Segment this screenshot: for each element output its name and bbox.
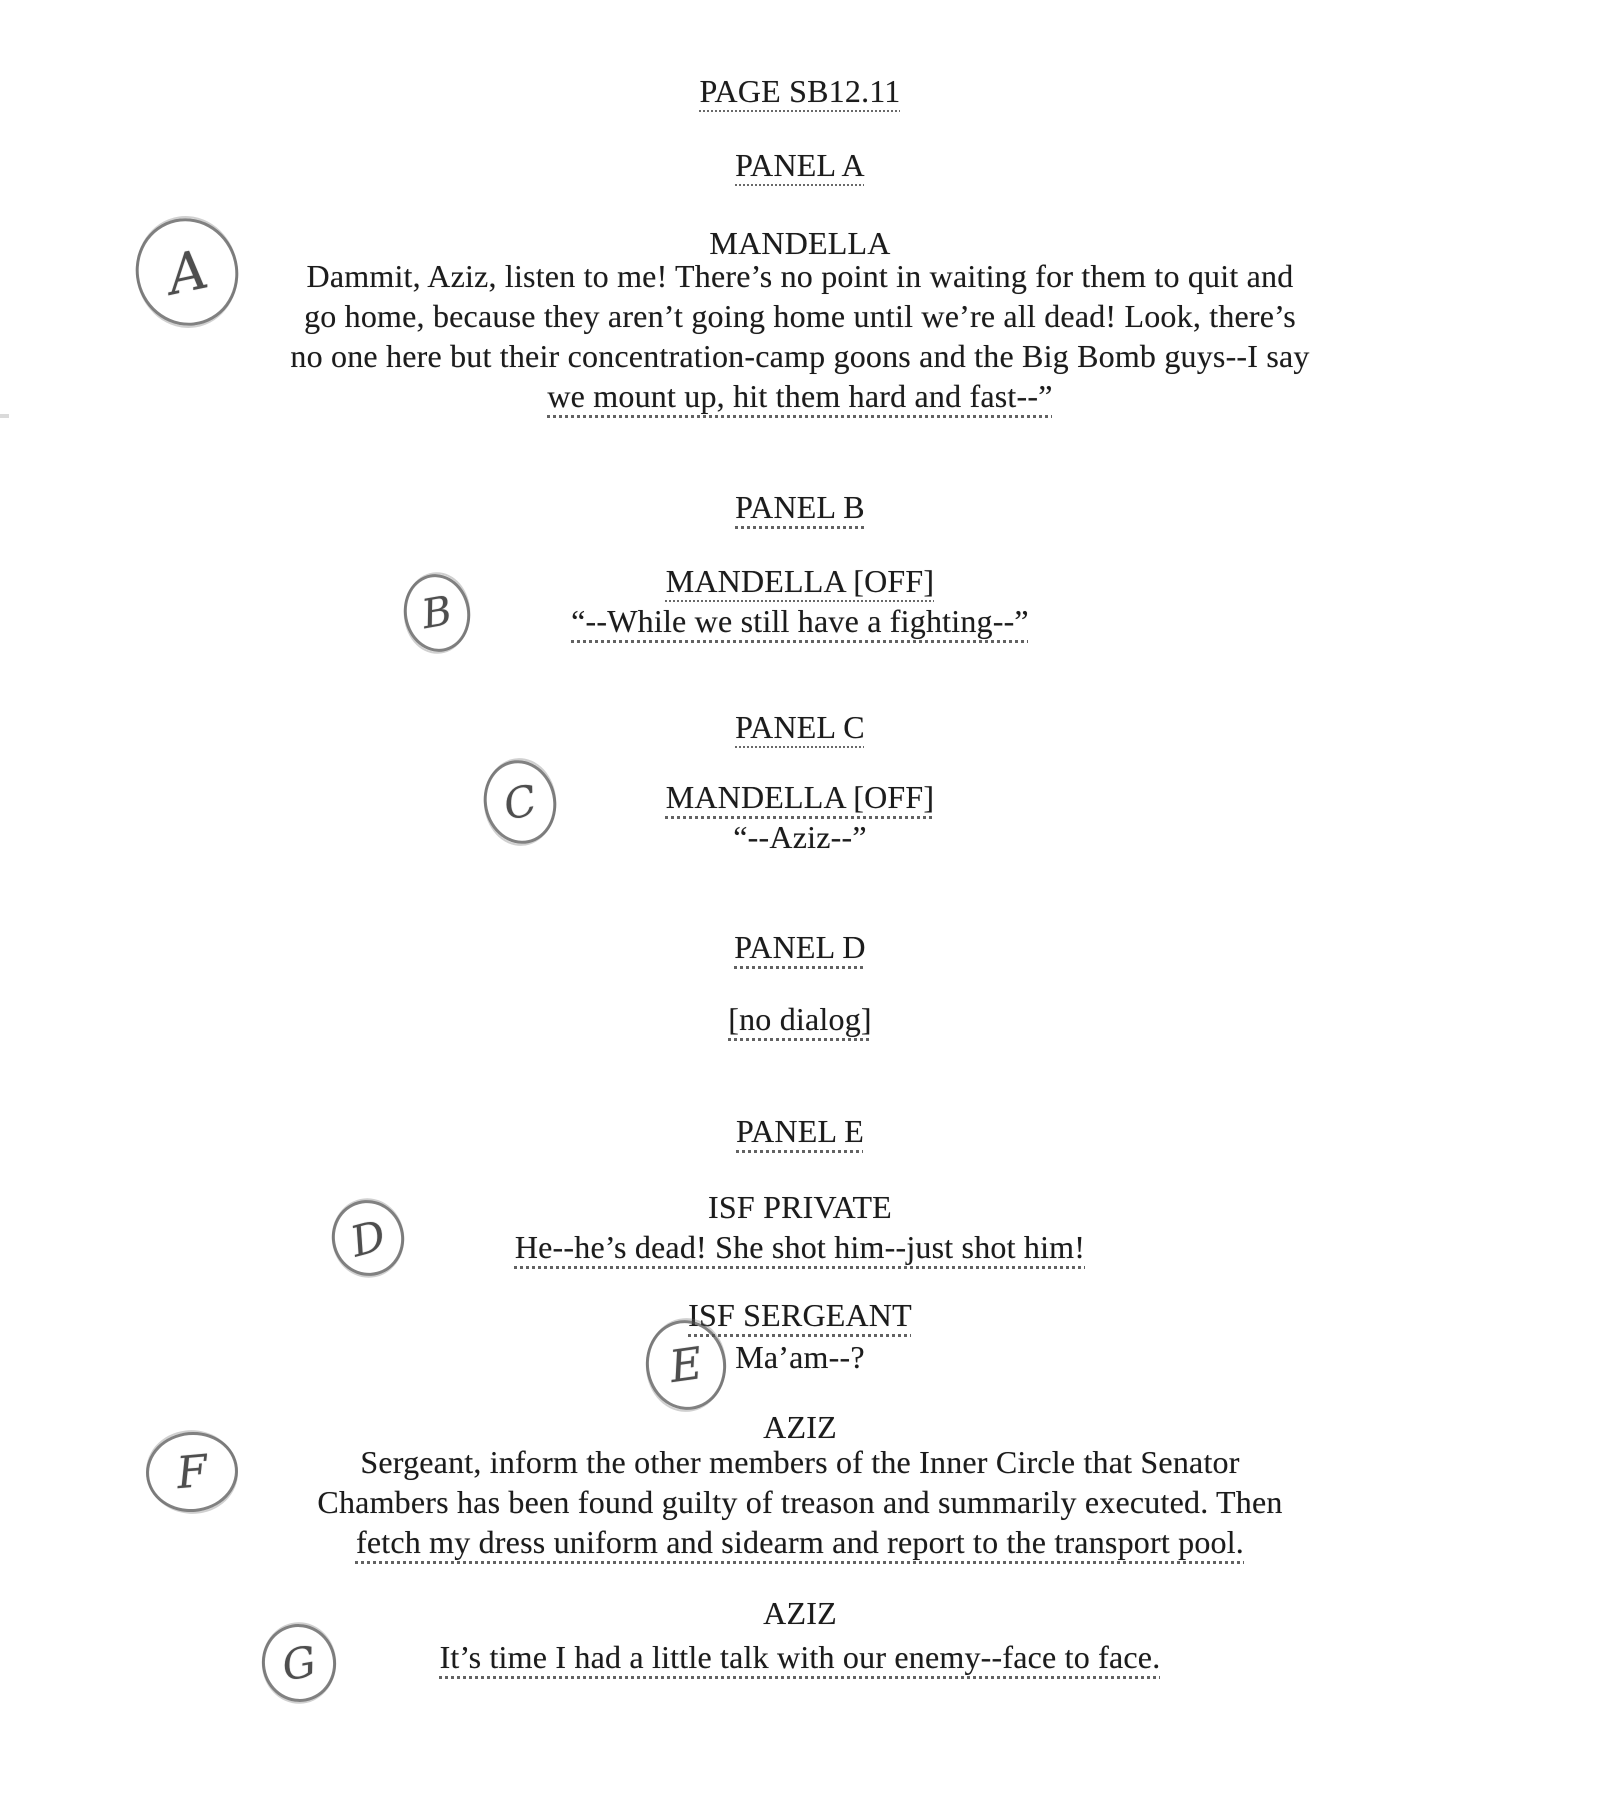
- character-name-mandella-off: MANDELLA [OFF]: [665, 563, 935, 599]
- character-name-aziz: AZIZ: [763, 1595, 837, 1631]
- dialog-panel-a: [0, 256, 1600, 416]
- annotation-letter-g: G: [278, 1635, 320, 1691]
- dialog-line: fetch my dress uniform and sidearm and report to the transport pool.: [355, 1524, 1245, 1560]
- dialog-aziz-2: It’s time I had a little talk with our enemy--face to face.: [439, 1639, 1161, 1675]
- dialog-aziz-1: [0, 1442, 1600, 1562]
- annotation-letter-d: D: [345, 1209, 391, 1267]
- dialog-panel-c: “--Aziz--”: [733, 819, 867, 855]
- dialog-line: we mount up, hit them hard and fast--”: [547, 378, 1053, 414]
- page-title: PAGE SB12.11: [699, 73, 901, 109]
- dialog-panel-b: “--While we still have a fighting--”: [571, 603, 1029, 639]
- annotation-letter-a: A: [161, 237, 213, 307]
- dialog-isf-private: He--he’s dead! She shot him--just shot him!: [514, 1229, 1086, 1265]
- annotation-letter-e: E: [666, 1337, 706, 1393]
- panel-heading-e: PANEL E: [736, 1113, 864, 1149]
- panel-heading-c: PANEL C: [735, 709, 865, 745]
- panel-heading-b: PANEL B: [735, 489, 865, 525]
- dialog-isf-sergeant: Ma’am--?: [735, 1339, 865, 1375]
- character-name-mandella: MANDELLA: [709, 225, 891, 261]
- character-name-isf-sergeant: ISF SERGEANT: [688, 1297, 912, 1333]
- no-dialog-note: [no dialog]: [728, 1001, 872, 1037]
- annotation-letter-c: C: [499, 774, 541, 830]
- character-name-aziz: AZIZ: [763, 1409, 837, 1445]
- dialog-line: go home, because they aren’t going home until we’re all dead! Look, there’s: [304, 298, 1296, 334]
- character-name-isf-private: ISF PRIVATE: [708, 1189, 892, 1225]
- dialog-line: Dammit, Aziz, listen to me! There’s no point in waiting for them to quit and: [306, 258, 1294, 294]
- annotation-letter-b: B: [418, 587, 456, 639]
- panel-heading-a: PANEL A: [735, 147, 865, 183]
- dialog-line: no one here but their concentration-camp goons and the Big Bomb guys--I say: [290, 338, 1310, 374]
- panel-heading-d: PANEL D: [734, 929, 866, 965]
- dialog-line: Sergeant, inform the other members of the Inner Circle that Senator: [360, 1444, 1240, 1480]
- dialog-line: Chambers has been found guilty of treason and summarily executed. Then: [317, 1484, 1283, 1520]
- annotation-letter-f: F: [174, 1445, 210, 1499]
- character-name-mandella-off: MANDELLA [OFF]: [665, 779, 935, 815]
